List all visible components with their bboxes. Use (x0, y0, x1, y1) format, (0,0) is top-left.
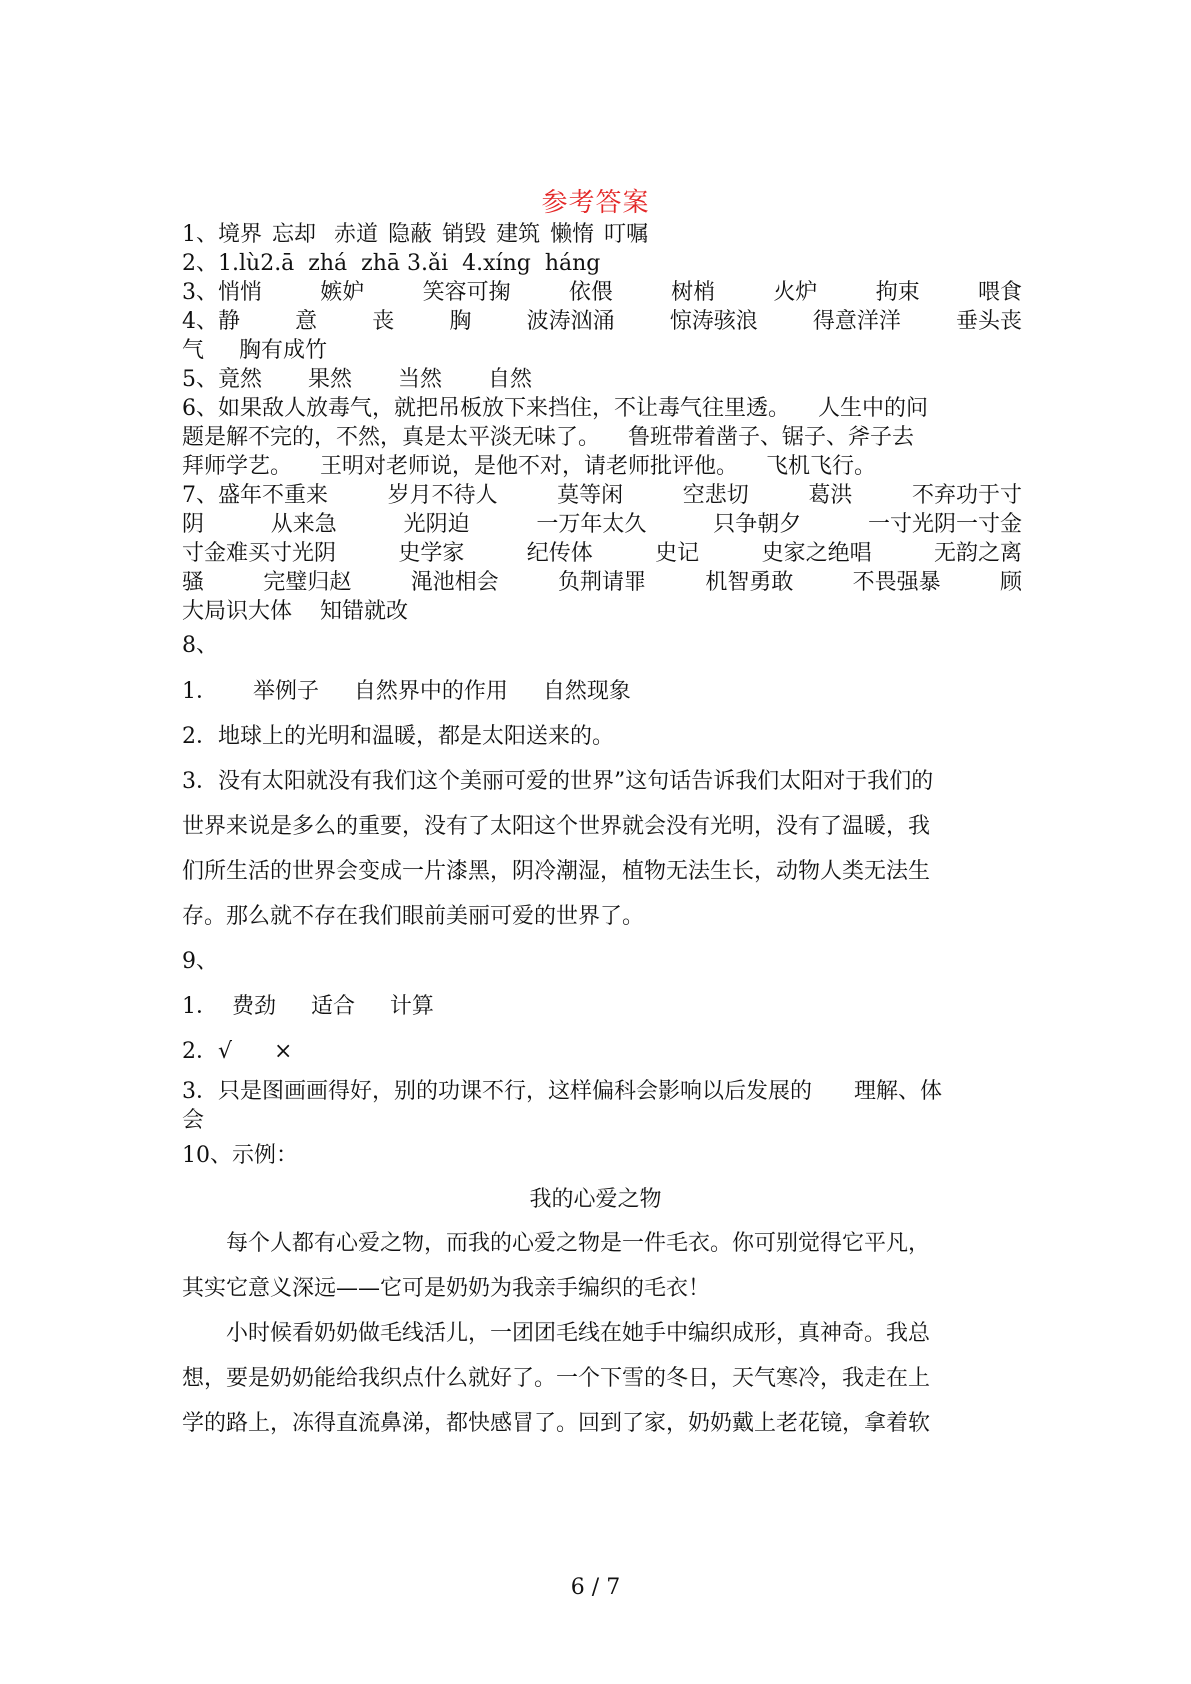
word: 得意洋洋 (812, 309, 901, 334)
answer-7-line-3 (182, 539, 1022, 569)
word: 机智勇敢 (705, 570, 794, 595)
answer-label: 3、 (182, 280, 218, 305)
answer-2: 2、1.lù2.ā zhá zhā 3.ǎi 4.xíng háng (182, 251, 601, 276)
answer-8-label: 8、 (182, 633, 218, 658)
word: 7、盛年不重来 (182, 483, 328, 508)
word: 无韵之离 (933, 541, 1022, 566)
word: 自然 (488, 367, 533, 392)
word: 火炉 (773, 280, 818, 305)
answer-4 (182, 307, 1022, 337)
word: 隐蔽 (388, 222, 433, 247)
word: 忘却 (272, 222, 317, 247)
word: 笑容可掬 (422, 280, 511, 305)
word: 波涛汹涌 (526, 309, 615, 334)
word: 悄悄 (218, 280, 263, 305)
word: 树梢 (671, 280, 716, 305)
answer-7-line-5: 大局识大体 知错就改 (182, 599, 408, 624)
essay-paragraph-1-line-2: 其实它意义深远——它可是奶奶为我亲手编织的毛衣！ (182, 1276, 711, 1301)
word: 建筑 (496, 222, 541, 247)
word: 渑池相会 (410, 570, 499, 595)
word: 光阴迫 (403, 512, 470, 537)
word: 葛洪 (808, 483, 853, 508)
word: 静 (218, 309, 241, 334)
answer-8-3-line-1: 3．没有太阳就没有我们这个美丽可爱的世界”这句话告诉我们太阳对于我们的 (182, 769, 934, 794)
answer-label: 4、 (182, 309, 218, 334)
word: 史记 (655, 541, 700, 566)
word: 空悲切 (682, 483, 749, 508)
answer-9-3-line-1: 3．只是图画画得好，别的功课不行，这样偏科会影响以后发展的 理解、体 (182, 1079, 942, 1104)
answer-label: 1、 (182, 222, 218, 247)
word: 负荆请罪 (557, 570, 646, 595)
answer-3 (182, 278, 1022, 308)
answer-8-3-line-4: 存。那么就不存在我们眼前美丽可爱的世界了。 (182, 904, 645, 929)
word: 骚 (182, 570, 205, 595)
answer-5 (182, 365, 1022, 395)
answer-6-line-2: 题是解不完的，不然，真是太平淡无味了。 鲁班带着凿子、锯子、斧子去 (182, 425, 914, 450)
word: 莫等闲 (557, 483, 624, 508)
answer-7-line-2 (182, 510, 1022, 540)
word: 寸金难买寸光阴 (182, 541, 337, 566)
essay-paragraph-2-line-1: 小时候看奶奶做毛线活儿，一团团毛线在她手中编织成形，真神奇。我总 (226, 1321, 931, 1346)
word: 喂食 (977, 280, 1022, 305)
word: 从来急 (270, 512, 337, 537)
word: 竟然 (218, 367, 263, 392)
word: 不弃功于寸 (911, 483, 1022, 508)
word: 阴 (182, 512, 205, 537)
word: 丧 (372, 309, 395, 334)
page-title: 参考答案 (541, 188, 650, 218)
word: 懒惰 (550, 222, 595, 247)
word: 惊涛骇浪 (669, 309, 758, 334)
essay-paragraph-2-line-3: 学的路上，冻得直流鼻涕，都快感冒了。回到了家，奶奶戴上老花镜，拿着软 (182, 1411, 931, 1436)
answer-4-continued: 气 胸有成竹 (182, 338, 327, 363)
essay-paragraph-2-line-2: 想，要是奶奶能给我织点什么就好了。一个下雪的冬日，天气寒冷，我走在上 (182, 1366, 931, 1391)
word: 一寸光阴一寸金 (867, 512, 1022, 537)
word: 嫉妒 (320, 280, 365, 305)
word: 果然 (308, 367, 353, 392)
word: 依偎 (568, 280, 613, 305)
word: 顾 (999, 570, 1022, 595)
word: 不畏强暴 (852, 570, 941, 595)
word: 史家之绝唱 (761, 541, 872, 566)
word: 赤道 (334, 222, 379, 247)
word: 完璧归赵 (263, 570, 352, 595)
answer-1 (182, 220, 1022, 250)
page-number: 6 / 7 (570, 1575, 621, 1600)
answer-8-2: 2．地球上的光明和温暖，都是太阳送来的。 (182, 724, 614, 749)
word: 只争朝夕 (713, 512, 802, 537)
word: 纪传体 (526, 541, 593, 566)
answer-7-line-4 (182, 568, 1022, 598)
word: 拘束 (875, 280, 920, 305)
word: 垂头丧 (955, 309, 1022, 334)
word: 当然 (398, 367, 443, 392)
essay-paragraph-1-line-1: 每个人都有心爱之物，而我的心爱之物是一件毛衣。你可别觉得它平凡， (226, 1231, 931, 1256)
word: 岁月不待人 (387, 483, 498, 508)
answer-8-3-line-3: 们所生活的世界会变成一片漆黑，阴冷潮湿，植物无法生长，动物人类无法生 (182, 859, 931, 884)
word: 意 (295, 309, 318, 334)
word: 叮嘱 (604, 222, 649, 247)
word: 销毁 (442, 222, 487, 247)
answer-8-1: 1． 举例子 自然界中的作用 自然现象 (182, 679, 631, 704)
answer-10-label: 10、示例： (182, 1143, 298, 1168)
answer-9-label: 9、 (182, 949, 218, 974)
answer-9-1: 1． 费劲 适合 计算 (182, 994, 434, 1019)
answer-6-line-3: 拜师学艺。 王明对老师说，是他不对，请老师批评他。 飞机飞行。 (182, 454, 876, 479)
answer-8-3-line-2: 世界来说是多么的重要，没有了太阳这个世界就会没有光明，没有了温暖，我 (182, 814, 931, 839)
word: 胸 (449, 309, 472, 334)
answer-9-2: 2．√ × (182, 1039, 293, 1064)
essay-title: 我的心爱之物 (529, 1187, 662, 1212)
answer-6-line-1: 6、如果敌人放毒气，就把吊板放下来挡住，不让毒气往里透。 人生中的问 (182, 396, 928, 421)
answer-label: 5、 (182, 367, 218, 392)
answer-7-line-1 (182, 481, 1022, 511)
answer-9-3-line-2: 会 (182, 1108, 205, 1133)
word: 一万年太久 (536, 512, 647, 537)
word: 境界 (218, 222, 263, 247)
word: 史学家 (398, 541, 465, 566)
